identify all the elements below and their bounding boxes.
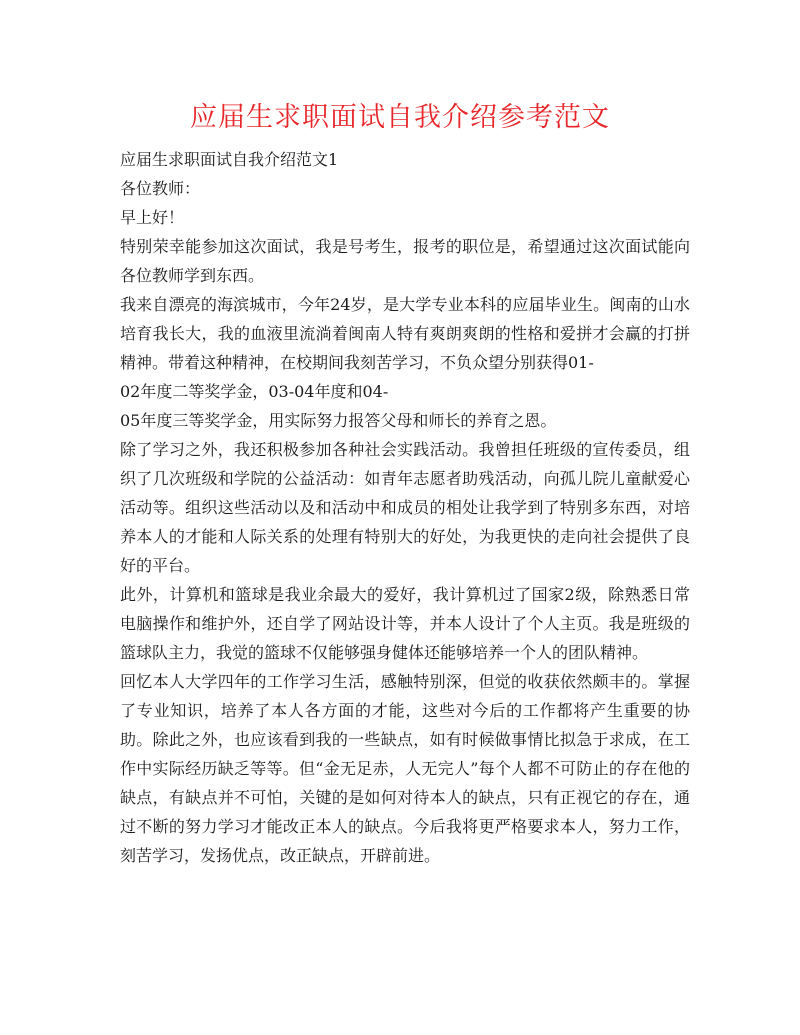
body-paragraph: 除了学习之外，我还积极参加各种社会实践活动。我曾担任班级的宣传委员，组织了几次班级和学院的公益活动：如青年志愿者助残活动，向孤儿院儿童献爱心活动等。组织这些活动以及和活动中和成员的相处让我学到了特别多东西，对培养本人的才能和人际关系的处理有特别大的好处，为我更快的走向社会提供了良好的平台。: [120, 440, 690, 575]
body-paragraph: 05年度三等奖学金，用实际努力报答父母和师长的养育之恩。: [120, 411, 557, 430]
salutation-paragraph: 各位教师：: [120, 179, 201, 198]
body-paragraph: 回忆本人大学四年的工作学习生活，感触特别深，但觉的收获依然颇丰的。掌握了专业知识，培养了本人各方面的才能，这些对今后的工作都将产生重要的协助。除此之外，也应该看到我的一些缺点，如有时候做事情比拟急于求成，在工作中实际经历缺乏等等。但“金无足赤，人无完人”每个人都不可防止的存在他的缺点，有缺点并不可怕，关键的是如何对待本人的缺点，只有正视它的存在，通过不断的努力学习才能改正本人的缺点。今后我将更严格要求本人，努力工作，刻苦学习，发扬优点，改正缺点，开辟前进。: [120, 672, 690, 865]
body-paragraph: 此外，计算机和篮球是我业余最大的爱好，我计算机过了国家2级，除熟悉日常电脑操作和维护外，还自学了网站设计等，并本人设计了个人主页。我是班级的篮球队主力，我觉的篮球不仅能够强身健体还能够培养一个人的团队精神。: [120, 585, 690, 662]
document-title: 应届生求职面试自我介绍参考范文: [190, 102, 610, 133]
body-paragraph: 我来自漂亮的海滨城市，今年24岁，是大学专业本科的应届毕业生。闽南的山水培育我长大，我的血液里流淌着闽南人特有爽朗爽朗的性格和爱拼才会赢的打拼精神。带着这种精神，在校期间我刻苦学习，不负众望分别获得01-: [120, 295, 690, 372]
body-paragraph: 02年度二等奖学金，03-04年度和04-: [120, 382, 389, 401]
subtitle-paragraph: 应届生求职面试自我介绍范文1: [120, 150, 339, 169]
document-body: [120, 145, 690, 870]
greeting-paragraph: 早上好！: [120, 208, 185, 227]
body-paragraph: 特别荣幸能参加这次面试，我是号考生，报考的职位是，希望通过这次面试能向各位教师学到东西。: [120, 237, 690, 285]
